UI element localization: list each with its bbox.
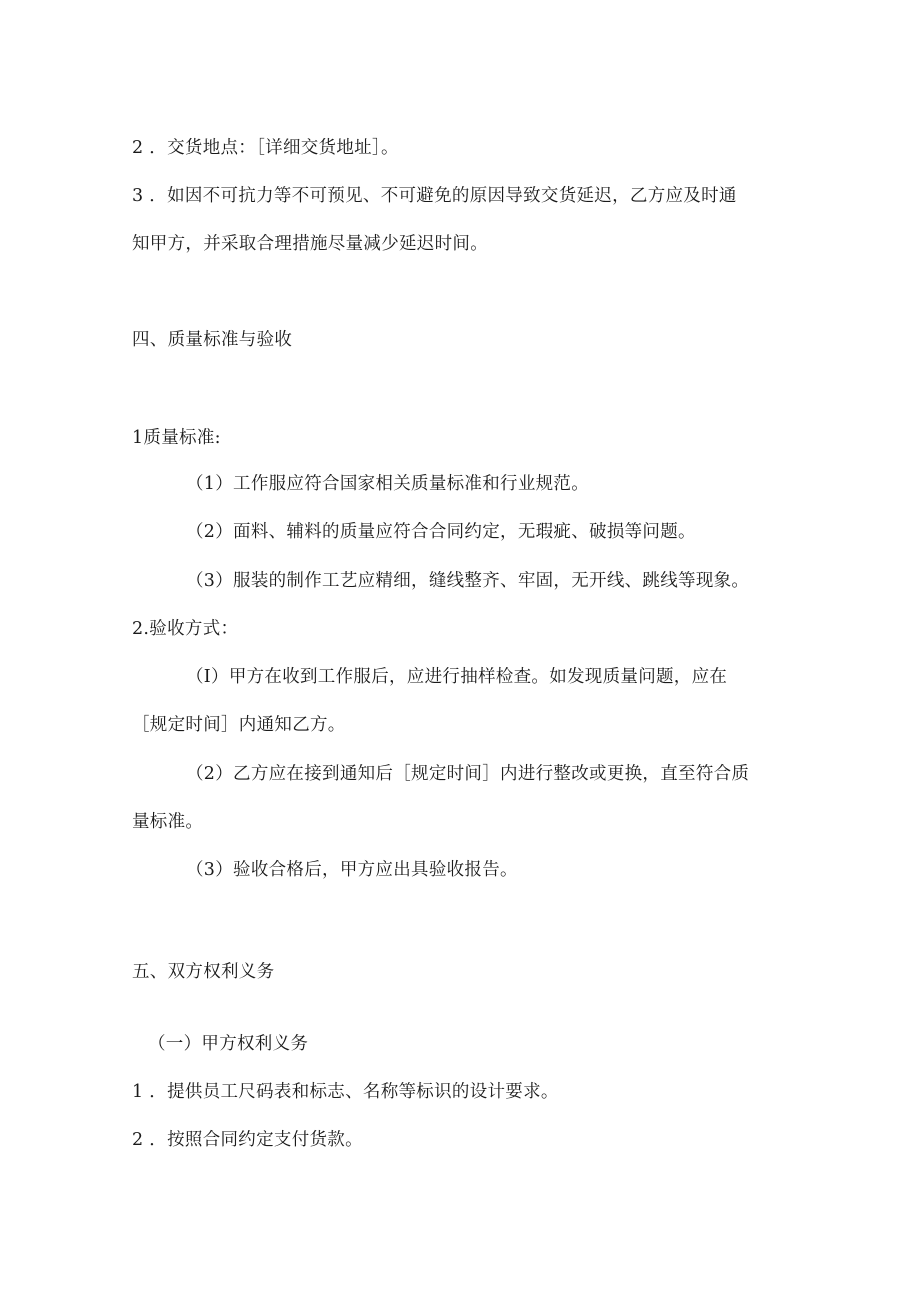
delivery-item-3-line-1: 3 ．如因不可抗力等不可预见、不可避免的原因导致交货延迟，乙方应及时通 [132, 186, 737, 206]
party-a-item-1: 1 ．提供员工尺码表和标志、名称等标识的设计要求。 [132, 1082, 559, 1102]
acceptance-item-2-line-2: 量标准。 [132, 812, 204, 832]
quality-standard-item-3: （3）服装的制作工艺应精细，缝线整齐、牢固，无开线、跳线等现象。 [186, 571, 750, 591]
section-4-title: 四、质量标准与验收 [132, 330, 293, 350]
acceptance-item-2-line-1: （2）乙方应在接到通知后［规定时间］内进行整改或更换，直至符合质 [186, 764, 750, 784]
quality-standard-item-1: （1）工作服应符合国家相关质量标准和行业规范。 [186, 474, 590, 494]
party-a-item-2: 2 ．按照合同约定支付货款。 [132, 1130, 363, 1150]
acceptance-title: 2.验收方式： [132, 619, 239, 639]
section-5-title: 五、双方权利义务 [132, 962, 275, 982]
delivery-item-2: 2 ．交货地点：［详细交货地址］。 [132, 138, 399, 158]
quality-standard-title: 1质量标准: [132, 428, 221, 448]
acceptance-item-1-line-2: ［规定时间］内通知乙方。 [132, 715, 346, 735]
acceptance-item-1-line-1: （I）甲方在收到工作服后，应进行抽样检查。如发现质量问题，应在 [186, 667, 728, 687]
quality-standard-item-2: （2）面料、辅料的质量应符合合同约定，无瑕疵、破损等问题。 [186, 522, 696, 542]
delivery-item-3-line-2: 知甲方，并采取合理措施尽量减少延迟时间。 [132, 234, 488, 254]
acceptance-item-3: （3）验收合格后，甲方应出具验收报告。 [186, 860, 518, 880]
party-a-rights-title: （一）甲方权利义务 [148, 1034, 309, 1054]
